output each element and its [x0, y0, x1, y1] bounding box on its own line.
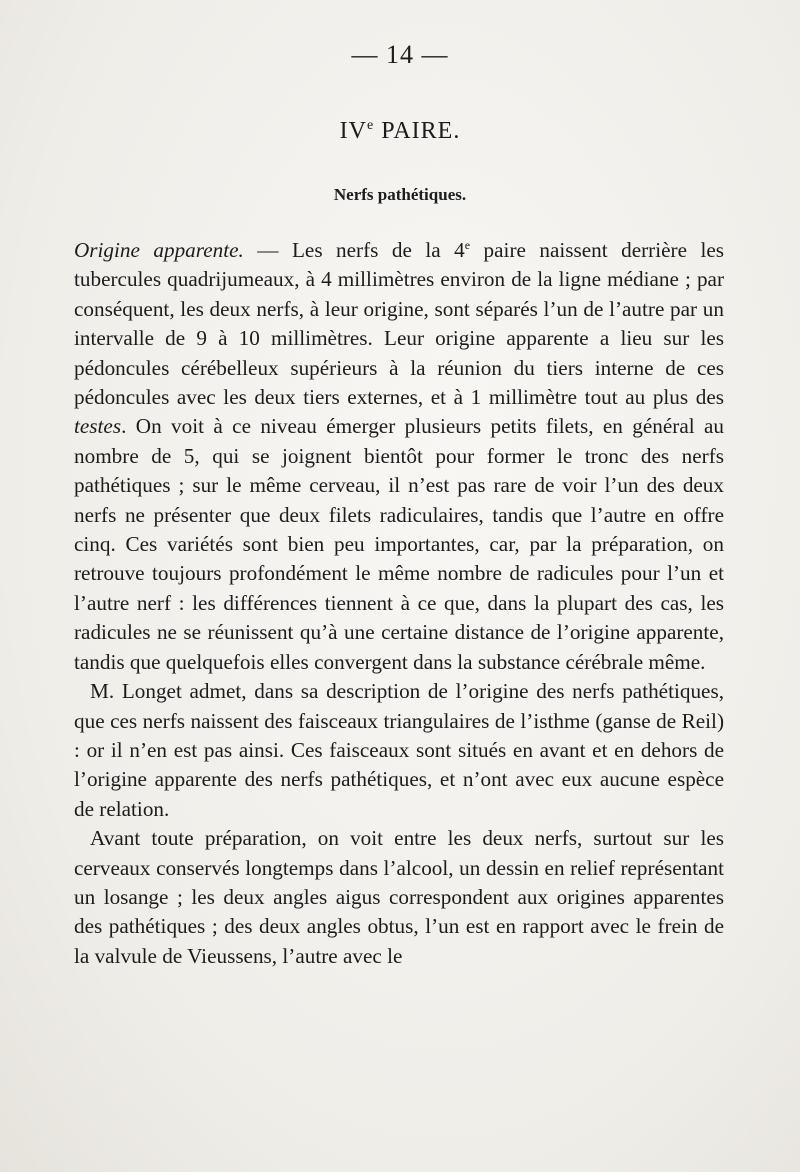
body-text	[74, 236, 724, 971]
section-title	[0, 118, 800, 145]
paragraph-1-text-c: . On voit à ce niveau émerger plusieurs petits filets, en général au nombre de 5, qui se joignent bientôt pour former le tronc des nerfs pathétiques ; sur le même cerveau, il n’est pas rare de voir l’un des deux nerfs ne présenter que deux filets radiculaires, tandis que l’autre en offre cinq. Ces variétés sont bien peu importantes, car, par la préparation, on retrouve toujours profondément le même nombre de radicules pour l’un et l’autre nerf : les différences tiennent à ce que, dans la plupart des cas, les radicules ne se réunissent qu’à une certaine distance de l’origine apparente, tandis que quelquefois elles convergent dans la substance cérébrale même.	[74, 414, 724, 674]
paragraph-2: M. Longet admet, dans sa description de l’origine des nerfs pathétiques, que ces nerfs naissent des faisceaux triangulaires de l’isthme (ganse de Reil) : or il n’en est pas ainsi. Ces faisceaux sont situés en avant et en dehors de l’origine apparente des nerfs pathétiques, et n’ont avec eux aucune espèce de relation.	[74, 679, 724, 821]
paragraph-1-emphasis: testes	[74, 414, 122, 439]
paragraph-1-text-a: — Les nerfs de la 4	[243, 238, 465, 262]
paragraph-3: Avant toute préparation, on voit entre les deux nerfs, surtout sur les cerveaux conservés longtemps dans l’alcool, un dessin en relief représentant un losange ; les deux angles aigus correspondent aux origines apparentes des pathétiques ; des deux angles obtus, l’un est en rapport avec le frein de la valvule de Vieussens, l’autre avec le	[74, 826, 724, 968]
section-title-suffix: PAIRE.	[374, 118, 461, 144]
paragraph-1	[74, 236, 724, 677]
section-title-prefix: IV	[339, 118, 367, 144]
paragraph-lead: Origine apparente.	[74, 238, 244, 262]
section-title-superscript: e	[366, 118, 375, 133]
paragraph-1-superscript: e	[464, 237, 471, 252]
section-subtitle: Nerfs pathétiques.	[333, 185, 467, 204]
page-number: — 14 —	[351, 40, 449, 69]
paragraph-1-text-b: paire naissent derrière les tubercules quadrijumeaux, à 4 millimètres environ de la ligne médiane ; par conséquent, les deux nerfs, à leur origine, sont séparés l’un de l’autre par un intervalle de 9 à 10 millimètres. Leur origine apparente a lieu sur les pédoncules cérébelleux supérieurs à la réunion du tiers interne de ces pédoncules avec les deux tiers externes, et à 1 millimètre tout au plus des	[74, 238, 725, 410]
